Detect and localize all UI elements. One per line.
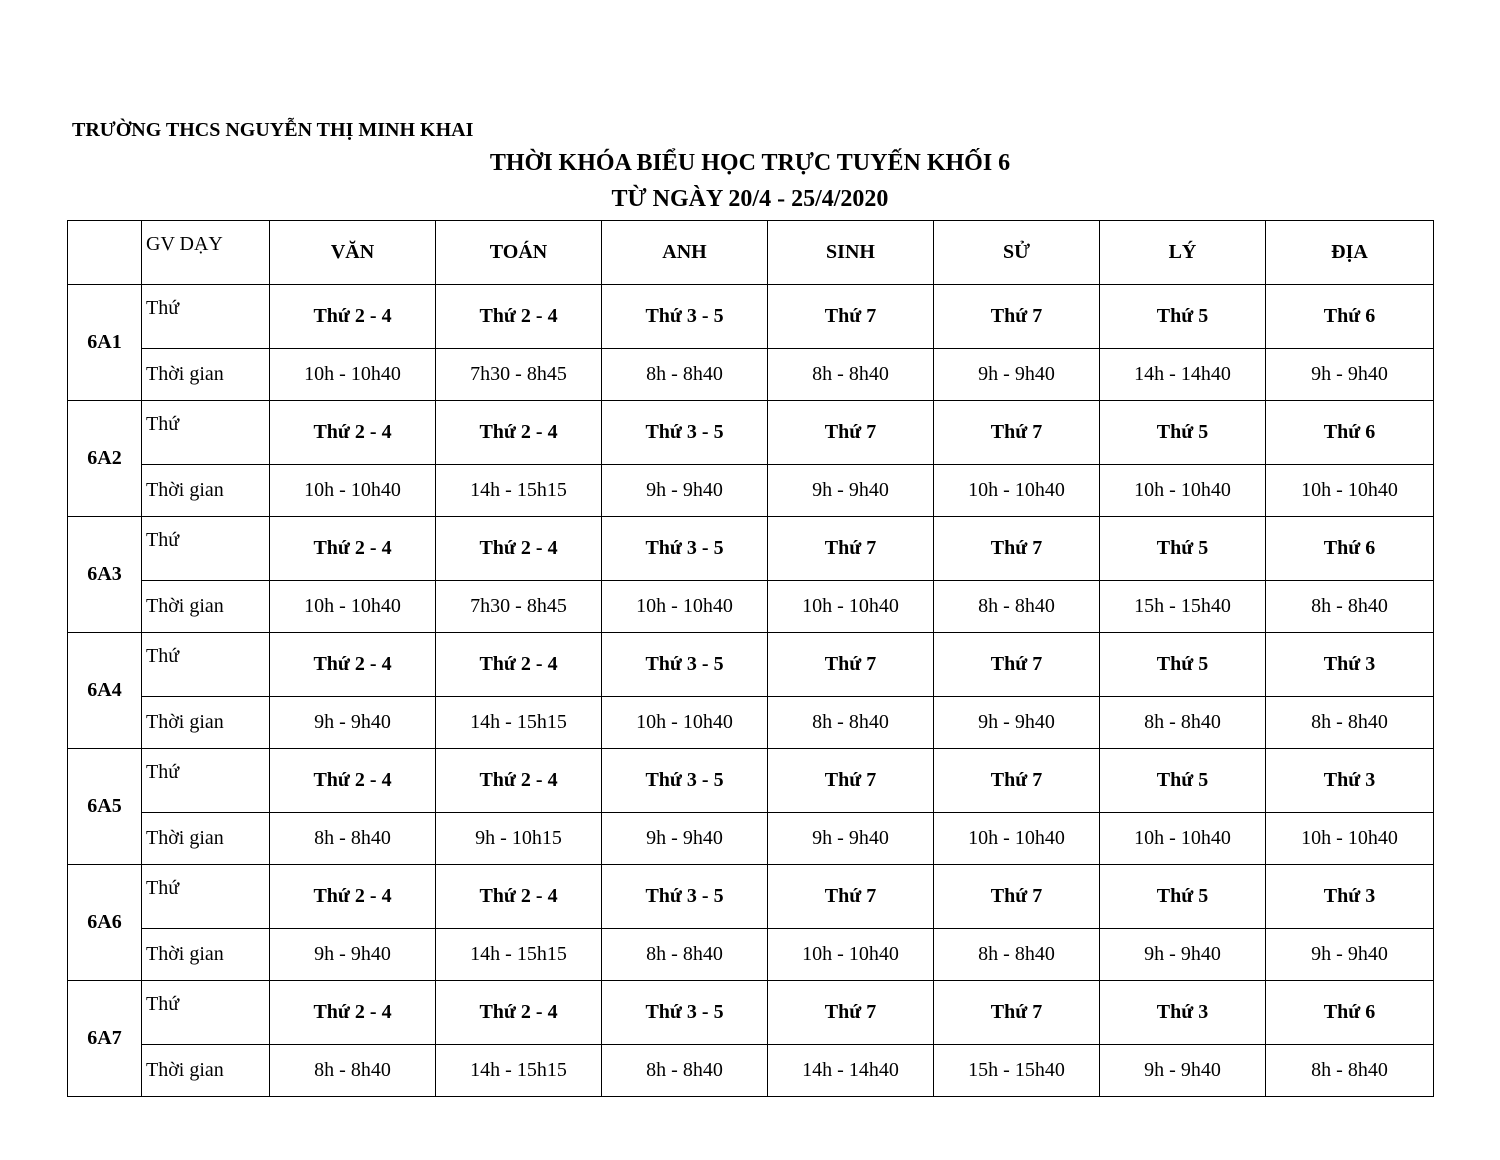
- day-cell: Thứ 7: [934, 749, 1100, 813]
- day-cell: Thứ 7: [934, 401, 1100, 465]
- day-cell: Thứ 7: [934, 517, 1100, 581]
- time-cell: 9h - 9h40: [768, 465, 934, 517]
- class-day-row: [68, 285, 1434, 349]
- time-cell: 9h - 9h40: [1266, 929, 1434, 981]
- class-time-row: [68, 581, 1434, 633]
- subject-header: LÝ: [1100, 221, 1266, 285]
- time-cell: 8h - 8h40: [1100, 697, 1266, 749]
- time-cell: 8h - 8h40: [602, 929, 768, 981]
- time-label: Thời gian: [142, 813, 270, 865]
- day-label: Thứ: [142, 981, 270, 1045]
- day-cell: Thứ 3 - 5: [602, 981, 768, 1045]
- time-cell: 10h - 10h40: [270, 349, 436, 401]
- class-time-row: [68, 813, 1434, 865]
- class-name: 6A5: [68, 749, 142, 865]
- day-cell: Thứ 2 - 4: [270, 285, 436, 349]
- day-cell: Thứ 7: [768, 633, 934, 697]
- day-cell: Thứ 7: [934, 285, 1100, 349]
- time-cell: 10h - 10h40: [602, 581, 768, 633]
- time-cell: 8h - 8h40: [602, 1045, 768, 1097]
- day-cell: Thứ 5: [1100, 865, 1266, 929]
- day-cell: Thứ 2 - 4: [270, 981, 436, 1045]
- class-time-row: [68, 1045, 1434, 1097]
- time-cell: 9h - 9h40: [1100, 929, 1266, 981]
- day-cell: Thứ 7: [934, 633, 1100, 697]
- teacher-header: GV DẠY: [142, 221, 270, 285]
- time-cell: 10h - 10h40: [1266, 813, 1434, 865]
- day-cell: Thứ 3 - 5: [602, 517, 768, 581]
- time-cell: 9h - 9h40: [1100, 1045, 1266, 1097]
- time-cell: 10h - 10h40: [1266, 465, 1434, 517]
- day-label: Thứ: [142, 285, 270, 349]
- day-cell: Thứ 5: [1100, 633, 1266, 697]
- time-cell: 9h - 9h40: [934, 697, 1100, 749]
- date-range: TỪ NGÀY 20/4 - 25/4/2020: [611, 186, 889, 212]
- day-cell: Thứ 7: [934, 865, 1100, 929]
- time-cell: 9h - 9h40: [768, 813, 934, 865]
- time-cell: 8h - 8h40: [768, 697, 934, 749]
- time-cell: 10h - 10h40: [602, 697, 768, 749]
- day-cell: Thứ 3: [1266, 749, 1434, 813]
- class-day-row: [68, 749, 1434, 813]
- day-cell: Thứ 7: [768, 981, 934, 1045]
- time-label: Thời gian: [142, 929, 270, 981]
- class-day-row: [68, 981, 1434, 1045]
- time-cell: 8h - 8h40: [934, 929, 1100, 981]
- day-cell: Thứ 6: [1266, 517, 1434, 581]
- day-cell: Thứ 6: [1266, 401, 1434, 465]
- day-cell: Thứ 7: [768, 749, 934, 813]
- day-cell: Thứ 2 - 4: [436, 633, 602, 697]
- time-cell: 9h - 9h40: [270, 929, 436, 981]
- time-label: Thời gian: [142, 1045, 270, 1097]
- time-cell: 8h - 8h40: [602, 349, 768, 401]
- day-cell: Thứ 7: [768, 865, 934, 929]
- time-cell: 7h30 - 8h45: [436, 349, 602, 401]
- day-cell: Thứ 2 - 4: [436, 981, 602, 1045]
- class-day-row: [68, 517, 1434, 581]
- class-name: 6A1: [68, 285, 142, 401]
- time-cell: 14h - 14h40: [1100, 349, 1266, 401]
- day-cell: Thứ 7: [768, 517, 934, 581]
- class-time-row: [68, 929, 1434, 981]
- day-label: Thứ: [142, 517, 270, 581]
- day-label: Thứ: [142, 401, 270, 465]
- subject-header: ĐỊA: [1266, 221, 1434, 285]
- time-cell: 8h - 8h40: [1266, 581, 1434, 633]
- time-cell: 14h - 15h15: [436, 929, 602, 981]
- time-cell: 10h - 10h40: [934, 465, 1100, 517]
- time-cell: 9h - 10h15: [436, 813, 602, 865]
- day-cell: Thứ 3 - 5: [602, 285, 768, 349]
- header-row: [68, 221, 1434, 285]
- day-cell: Thứ 3: [1266, 633, 1434, 697]
- corner-cell: [68, 221, 142, 285]
- time-cell: 10h - 10h40: [270, 465, 436, 517]
- time-cell: 14h - 15h15: [436, 465, 602, 517]
- day-cell: Thứ 2 - 4: [436, 401, 602, 465]
- time-cell: 15h - 15h40: [934, 1045, 1100, 1097]
- time-cell: 8h - 8h40: [270, 813, 436, 865]
- class-day-row: [68, 401, 1434, 465]
- day-cell: Thứ 2 - 4: [436, 285, 602, 349]
- time-cell: 8h - 8h40: [1266, 697, 1434, 749]
- day-cell: Thứ 5: [1100, 749, 1266, 813]
- time-cell: 10h - 10h40: [768, 929, 934, 981]
- page-title: THỜI KHÓA BIỂU HỌC TRỰC TUYẾN KHỐI 6: [489, 150, 1011, 176]
- day-cell: Thứ 7: [768, 401, 934, 465]
- day-cell: Thứ 2 - 4: [270, 633, 436, 697]
- time-cell: 9h - 9h40: [1266, 349, 1434, 401]
- day-label: Thứ: [142, 749, 270, 813]
- day-cell: Thứ 3 - 5: [602, 865, 768, 929]
- school-name: TRƯỜNG THCS NGUYỄN THỊ MINH KHAI: [72, 119, 474, 141]
- day-cell: Thứ 2 - 4: [270, 517, 436, 581]
- time-cell: 10h - 10h40: [270, 581, 436, 633]
- time-cell: 14h - 15h15: [436, 697, 602, 749]
- time-label: Thời gian: [142, 581, 270, 633]
- time-cell: 8h - 8h40: [270, 1045, 436, 1097]
- day-cell: Thứ 2 - 4: [436, 517, 602, 581]
- time-label: Thời gian: [142, 697, 270, 749]
- time-cell: 8h - 8h40: [1266, 1045, 1434, 1097]
- timetable-body: [68, 221, 1434, 1097]
- subject-header: SINH: [768, 221, 934, 285]
- day-cell: Thứ 3: [1100, 981, 1266, 1045]
- time-cell: 15h - 15h40: [1100, 581, 1266, 633]
- day-cell: Thứ 2 - 4: [270, 865, 436, 929]
- day-cell: Thứ 7: [768, 285, 934, 349]
- day-cell: Thứ 2 - 4: [436, 749, 602, 813]
- day-cell: Thứ 5: [1100, 401, 1266, 465]
- class-name: 6A3: [68, 517, 142, 633]
- day-cell: Thứ 2 - 4: [270, 401, 436, 465]
- class-time-row: [68, 349, 1434, 401]
- day-cell: Thứ 3 - 5: [602, 633, 768, 697]
- subject-header: SỬ: [934, 221, 1100, 285]
- day-cell: Thứ 7: [934, 981, 1100, 1045]
- time-label: Thời gian: [142, 349, 270, 401]
- time-cell: 9h - 9h40: [602, 465, 768, 517]
- subject-header: TOÁN: [436, 221, 602, 285]
- day-cell: Thứ 5: [1100, 517, 1266, 581]
- time-cell: 14h - 14h40: [768, 1045, 934, 1097]
- time-cell: 7h30 - 8h45: [436, 581, 602, 633]
- day-label: Thứ: [142, 633, 270, 697]
- day-cell: Thứ 2 - 4: [436, 865, 602, 929]
- class-day-row: [68, 633, 1434, 697]
- subject-header: VĂN: [270, 221, 436, 285]
- time-cell: 14h - 15h15: [436, 1045, 602, 1097]
- class-name: 6A2: [68, 401, 142, 517]
- time-cell: 9h - 9h40: [270, 697, 436, 749]
- time-cell: 10h - 10h40: [1100, 813, 1266, 865]
- class-name: 6A7: [68, 981, 142, 1097]
- time-cell: 8h - 8h40: [768, 349, 934, 401]
- day-cell: Thứ 2 - 4: [270, 749, 436, 813]
- day-cell: Thứ 3: [1266, 865, 1434, 929]
- time-label: Thời gian: [142, 465, 270, 517]
- class-name: 6A6: [68, 865, 142, 981]
- subject-header: ANH: [602, 221, 768, 285]
- timetable: [67, 220, 1434, 1097]
- class-time-row: [68, 697, 1434, 749]
- day-cell: Thứ 3 - 5: [602, 749, 768, 813]
- time-cell: 9h - 9h40: [934, 349, 1100, 401]
- day-cell: Thứ 6: [1266, 981, 1434, 1045]
- time-cell: 10h - 10h40: [934, 813, 1100, 865]
- day-label: Thứ: [142, 865, 270, 929]
- day-cell: Thứ 5: [1100, 285, 1266, 349]
- day-cell: Thứ 3 - 5: [602, 401, 768, 465]
- class-name: 6A4: [68, 633, 142, 749]
- time-cell: 9h - 9h40: [602, 813, 768, 865]
- day-cell: Thứ 6: [1266, 285, 1434, 349]
- class-time-row: [68, 465, 1434, 517]
- time-cell: 10h - 10h40: [1100, 465, 1266, 517]
- time-cell: 10h - 10h40: [768, 581, 934, 633]
- time-cell: 8h - 8h40: [934, 581, 1100, 633]
- class-day-row: [68, 865, 1434, 929]
